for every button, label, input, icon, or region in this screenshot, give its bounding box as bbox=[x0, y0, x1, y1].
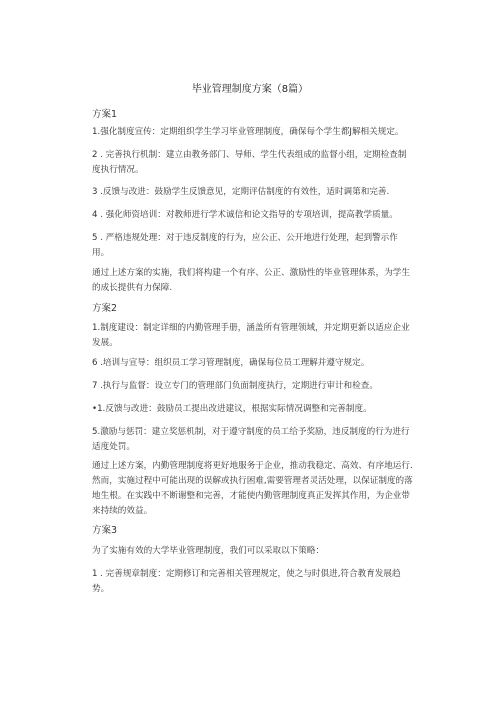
paragraph: 1 . 完善规章制度：定期修订和完善相关管理规定，使之与时俱进,符合教育发展趋势。 bbox=[92, 569, 401, 594]
document-title: 毕业管理制度方案（8篇） bbox=[191, 84, 309, 95]
paragraph: 7 .执行与监督：设立专门的管理部门负面制度执行，定期进行审计和检查。 bbox=[92, 381, 378, 391]
section-heading: 方案1 bbox=[92, 109, 118, 120]
paragraph: 3 .反馈与改进：鼓励学生反馈意见，定期评估制度的有效性，适时调第和完善. bbox=[92, 187, 390, 197]
section-heading: 方案2 bbox=[92, 303, 118, 314]
paragraph: 5.激励与惩罚：建立奖惩机制，对于遵守制度的员工给予奖励，违反制度的行为进行适度处罚。 bbox=[92, 427, 410, 452]
paragraph: 4 . 强化师资培训：对教师进行学术诚信和论文指导的专项培训，提高教学质量。 bbox=[92, 210, 398, 220]
section-heading: 方案3 bbox=[92, 525, 118, 536]
paragraph: 2 . 完善执行机制：建立由教务部门、导师、学生代表组成的监督小组，定期检查制度执行情况。 bbox=[92, 150, 407, 175]
paragraph: 为了实施有效的大学毕业管理制度，我们可以采取以下策略： bbox=[92, 546, 325, 556]
paragraph: 通过上述方案的实施，我们将构建一个有序、公正、激励性的毕业管理体系，为学生的成长提供有力保障. bbox=[92, 268, 410, 293]
paragraph: •1.反馈与改进：鼓励员工提出改进建议，根据实际情况调整和完善制度。 bbox=[92, 404, 372, 414]
paragraph: 5 . 严格违规处理：对于违反制度的行为，应公正、公开地进行处理，起到警示作用。 bbox=[92, 233, 398, 258]
paragraph: 1.制度建设：制定详细的内勤管理手册，涵盖所有管理领域，并定期更新以适应企业发展。 bbox=[92, 323, 410, 348]
paragraph: 1.强化制度宣传：定期组织学生学习毕业管理制度，确保每个学生都J解相关规定。 bbox=[92, 127, 404, 137]
paragraph: 通过上述方案，内勤管理制度将更好地服务于企业，推动我稳定、高效、有序地运行.然而，实施过程中可能出现的误解或执行困难,需要管理者灵活处理，以保证制度的落地生根。在实践中不断谢整和完善，才能使内勤管理制度真正发挥其作用，为企业带来持续的效益。 bbox=[92, 461, 413, 516]
paragraph: 6 .培训与宣导：组织员工学习管理制度，确保每位员工理解并遵守规定。 bbox=[92, 358, 370, 368]
